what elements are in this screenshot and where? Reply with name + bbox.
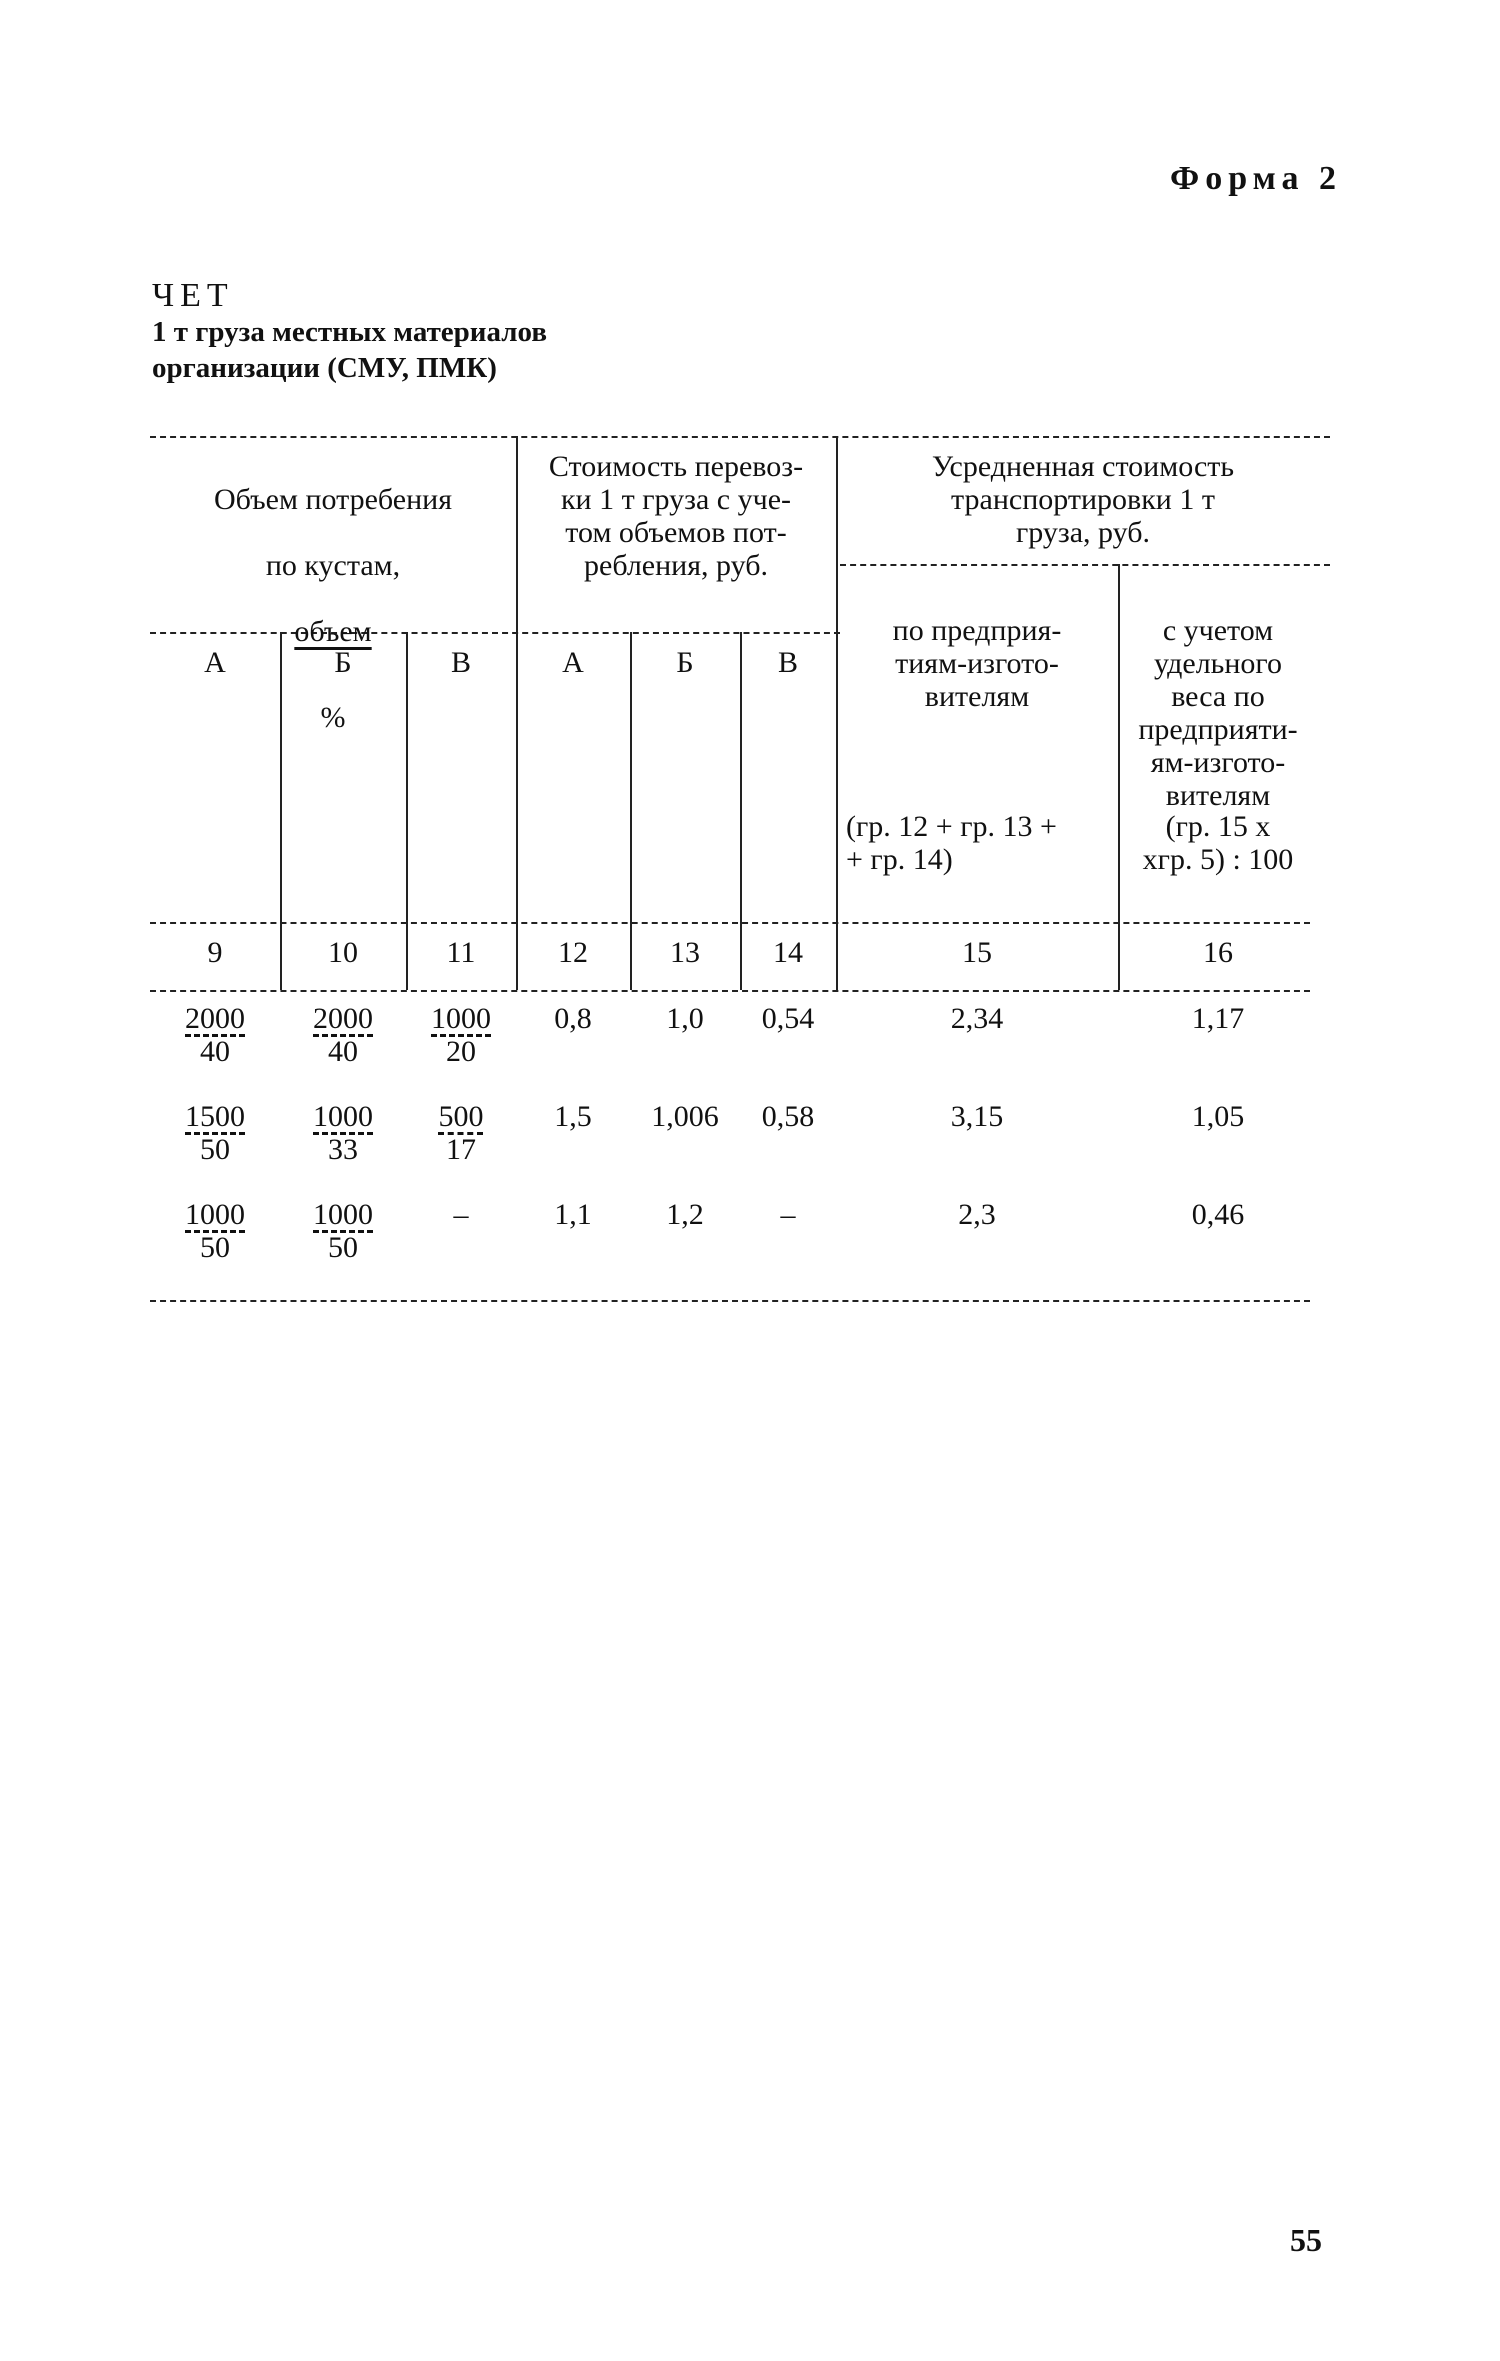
page-number: 55: [1290, 2222, 1322, 2258]
title-line-2: 1 т груза местных материалов: [152, 316, 547, 348]
r3-col11: –: [453, 1198, 469, 1231]
num-col14: 14: [773, 936, 803, 969]
r3-col16: 0,46: [1191, 1198, 1245, 1231]
r3-col9: 1000 50: [185, 1198, 245, 1264]
r2-col11: 500 17: [438, 1100, 484, 1166]
group1-line1: Объем потребения: [213, 483, 453, 516]
r3-col12: 1,1: [554, 1198, 592, 1231]
title-line-3: организации (СМУ, ПМК): [152, 352, 497, 384]
form-label: Форма 2: [1170, 160, 1343, 197]
letter-col13: Б: [676, 646, 694, 679]
cost-table: [150, 436, 1310, 1306]
r2-col15: 3,15: [950, 1100, 1004, 1133]
rule-bottom: [150, 1300, 1310, 1302]
r2-col9: 1500 50: [185, 1100, 245, 1166]
group1-line3: объем: [294, 615, 372, 648]
col15-formula: (гр. 12 + гр. 13 + + гр. 14): [846, 810, 1057, 876]
document-title: [152, 278, 547, 386]
letter-col9: А: [204, 646, 226, 679]
num-col13: 13: [670, 936, 700, 969]
r3-col15: 2,3: [958, 1198, 996, 1231]
r2-col14: 0,58: [761, 1100, 815, 1133]
letter-col10: Б: [334, 646, 352, 679]
group1-header: [150, 450, 516, 767]
r1-col12: 0,8: [554, 1002, 592, 1035]
col16-formula: (гр. 15 x xгр. 5) : 100: [1142, 810, 1294, 876]
r2-col13: 1,006: [651, 1100, 719, 1133]
rule-body: [150, 990, 1310, 992]
letter-col11: В: [450, 646, 471, 679]
group1-line2: по кустам,: [265, 549, 401, 582]
col15-header: по предприя- тиям-изгото- вителям: [892, 614, 1062, 713]
r1-col9: 2000 40: [185, 1002, 245, 1068]
title-line-1: ЧЕТ: [152, 277, 234, 314]
r1-col14: 0,54: [761, 1002, 815, 1035]
group1-line4: %: [320, 701, 346, 734]
r1-col11: 1000 20: [431, 1002, 491, 1068]
r2-col12: 1,5: [554, 1100, 592, 1133]
num-col12: 12: [558, 936, 588, 969]
num-col11: 11: [446, 936, 476, 969]
group2-header: Стоимость перевоз- ки 1 т груза с уче- том объемов пот- ребления, руб.: [548, 450, 804, 582]
r3-col13: 1,2: [666, 1198, 704, 1231]
letter-col14: В: [777, 646, 798, 679]
num-col15: 15: [962, 936, 992, 969]
num-col9: 9: [207, 936, 223, 969]
r2-col10: 1000 33: [313, 1100, 373, 1166]
r1-col10: 2000 40: [313, 1002, 373, 1068]
r3-col14: –: [780, 1198, 796, 1231]
table-row: [150, 1100, 1330, 1196]
rule-top: [150, 436, 1330, 438]
rule-numbers: [150, 922, 1310, 924]
group3-header: Усредненная стоимость транспортировки 1 т груза, руб.: [931, 450, 1235, 549]
r1-col15: 2,34: [950, 1002, 1004, 1035]
col16-header: с учетом удельного веса по предприяти- ям-изгото- вителям: [1138, 614, 1298, 812]
letter-col12: А: [562, 646, 584, 679]
rule-group3-sub: [840, 564, 1330, 566]
r2-col16: 1,05: [1191, 1100, 1245, 1133]
table-row: [150, 1002, 1330, 1098]
r1-col13: 1,0: [666, 1002, 704, 1035]
num-col16: 16: [1203, 936, 1233, 969]
table-row: [150, 1198, 1330, 1294]
r1-col16: 1,17: [1191, 1002, 1245, 1035]
r3-col10: 1000 50: [313, 1198, 373, 1264]
num-col10: 10: [328, 936, 358, 969]
